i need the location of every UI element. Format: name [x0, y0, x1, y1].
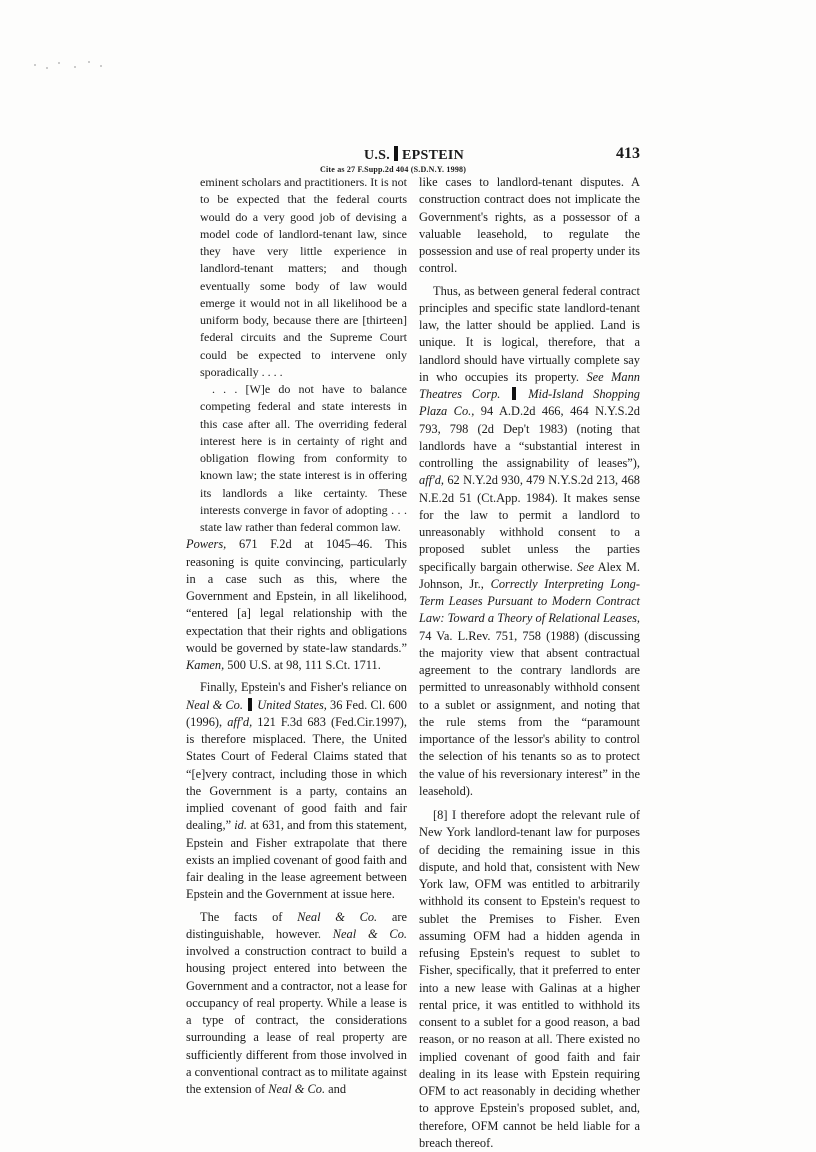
left-column: [186, 174, 407, 1098]
running-title: [360, 146, 468, 164]
scan-artifact: [30, 58, 110, 72]
running-title-left: U.S.: [363, 148, 391, 163]
right-column: [419, 174, 640, 1152]
body-paragraph: Thus, as between general federal contract principles and specific state landlord-tenant law, the latter should be applied. Land is unique. It is logical, therefore, that a landlord should have virtually complete say in who occupies its property. See Mann Theatres Corp. Mid-Island Shopping Plaza Co., 94 A.D.2d 466, 464 N.Y.S.2d 793, 798 (2d Dep't 1983) (noting that landlords have a “substantial interest in controlling the assignability of leases”), aff'd, 62 N.Y.2d 930, 479 N.Y.S.2d 213, 468 N.E.2d 51 (Ct.App. 1984). It makes sense for the law to permit a landlord to unreasonably withhold consent to a proposed sublet unless the parties specifically bargain otherwise. See Alex M. Johnson, Jr., Correctly Interpreting Long-Term Leases Pursuant to Modern Contract Law: Toward a Theory of Relational Leases, 74 Va. L.Rev. 751, 758 (1988) (discussing the majority view that absent contractual agreement to the contrary landlords are permitted to unreasonably withhold consent to a sublet or assignment, and noting that the rule stems from the “paramount importance of the lessor's ability to control the selection of his tenants so as to protect the value of his reversionary interest” in the leasehold).: [419, 283, 641, 798]
redaction-mark: [394, 146, 398, 161]
redaction-mark: [512, 387, 516, 400]
citation-line: Cite as 27 F.Supp.2d 404 (S.D.N.Y. 1998): [320, 165, 467, 174]
quote-paragraph: eminent scholars and practitioners. It is not to be expected that the federal courts would do a very good job of devising a model code of landlord-tenant law, since they have very little experience in landlord-tenant matters; and though eventually some body of law would emerge it would not in all likelihood be a uniform body, because there are [thirteen] federal circuits and the Supreme Court could be expected to intervene only sporadically . . . .: [200, 175, 407, 379]
running-title-right: EPSTEIN: [402, 148, 465, 163]
body-paragraph: like cases to landlord-tenant disputes. A construction contract does not implicate the Government's rights, as a possessor of a valuable leasehold, to regulate the possession and use of real property under its control.: [419, 175, 640, 276]
redaction-mark: [248, 698, 252, 711]
headnote-number: [8]: [433, 808, 448, 822]
quote-paragraph: . . . [W]e do not have to balance competing federal and state interests in this case after all. The overriding federal interest here is in certainty of right and obligation flowing from conformity to known law; the state interest is in offering its landlords a like certainty. These interests converge in favor of adopting . . . state law rather than federal common law.: [200, 382, 407, 534]
page-number: 413: [616, 145, 640, 162]
body-paragraph: Finally, Epstein's and Fisher's reliance on Neal & Co. United States, 36 Fed. Cl. 600 (1996), aff'd, 121 F.3d 683 (Fed.Cir.1997), is therefore misplaced. There, the United States Court of Federal Claims stated that “[e]very contract, including those in which the Government is a party, contains an implied covenant of good faith and fair dealing,” id. at 631, and from this statement, Epstein and Fisher extrapolate that there exists an implied covenant of good faith and fair dealing in the lease agreement between Epstein and the Government at issue here.: [186, 680, 408, 902]
block-quote: [186, 174, 407, 536]
body-paragraph: Powers, 671 F.2d at 1045–46. This reasoning is quite convincing, particularly in a case such as this, where the Government and Epstein, in all likelihood, “entered [a] legal relationship with the expectation that their rights and obligations would be governed by state-law standards.” Kamen, 500 U.S. at 98, 111 S.Ct. 1711.: [186, 537, 407, 672]
body-paragraph: The facts of Neal & Co. are distinguishable, however. Neal & Co. involved a construction contract to build a housing project entered into between the Government and a contractor, not a lease for occupancy of real property. While a lease is a type of contract, the considerations surrounding a lease of real property are sufficiently different from those involved in a conventional contract as to militate against the extension of Neal & Co. and: [186, 909, 407, 1096]
body-paragraph: [8] I therefore adopt the relevant rule of New York landlord-tenant law for purposes of deciding the remaining issue in this dispute, and hold that, consistent with New York law, OFM was entitled to arbitrarily withhold its consent to Epstein's request to sublet the Premises to Fisher. Even assuming OFM had a hidden agenda in refusing Epstein's request to sublet to Fisher, specifically, that it preferred to enter into a new lease with Galinas at a higher rental price, it was entitled to withhold its consent to a sublet for a good reason, a bad reason, or no reason at all. There existed no implied covenant of good faith and fair dealing in its lease with Epstein requiring OFM to act reasonably in deciding whether to approve Epstein's proposed sublet, and, therefore, OFM cannot be held liable for a breach thereof.: [419, 808, 640, 1150]
